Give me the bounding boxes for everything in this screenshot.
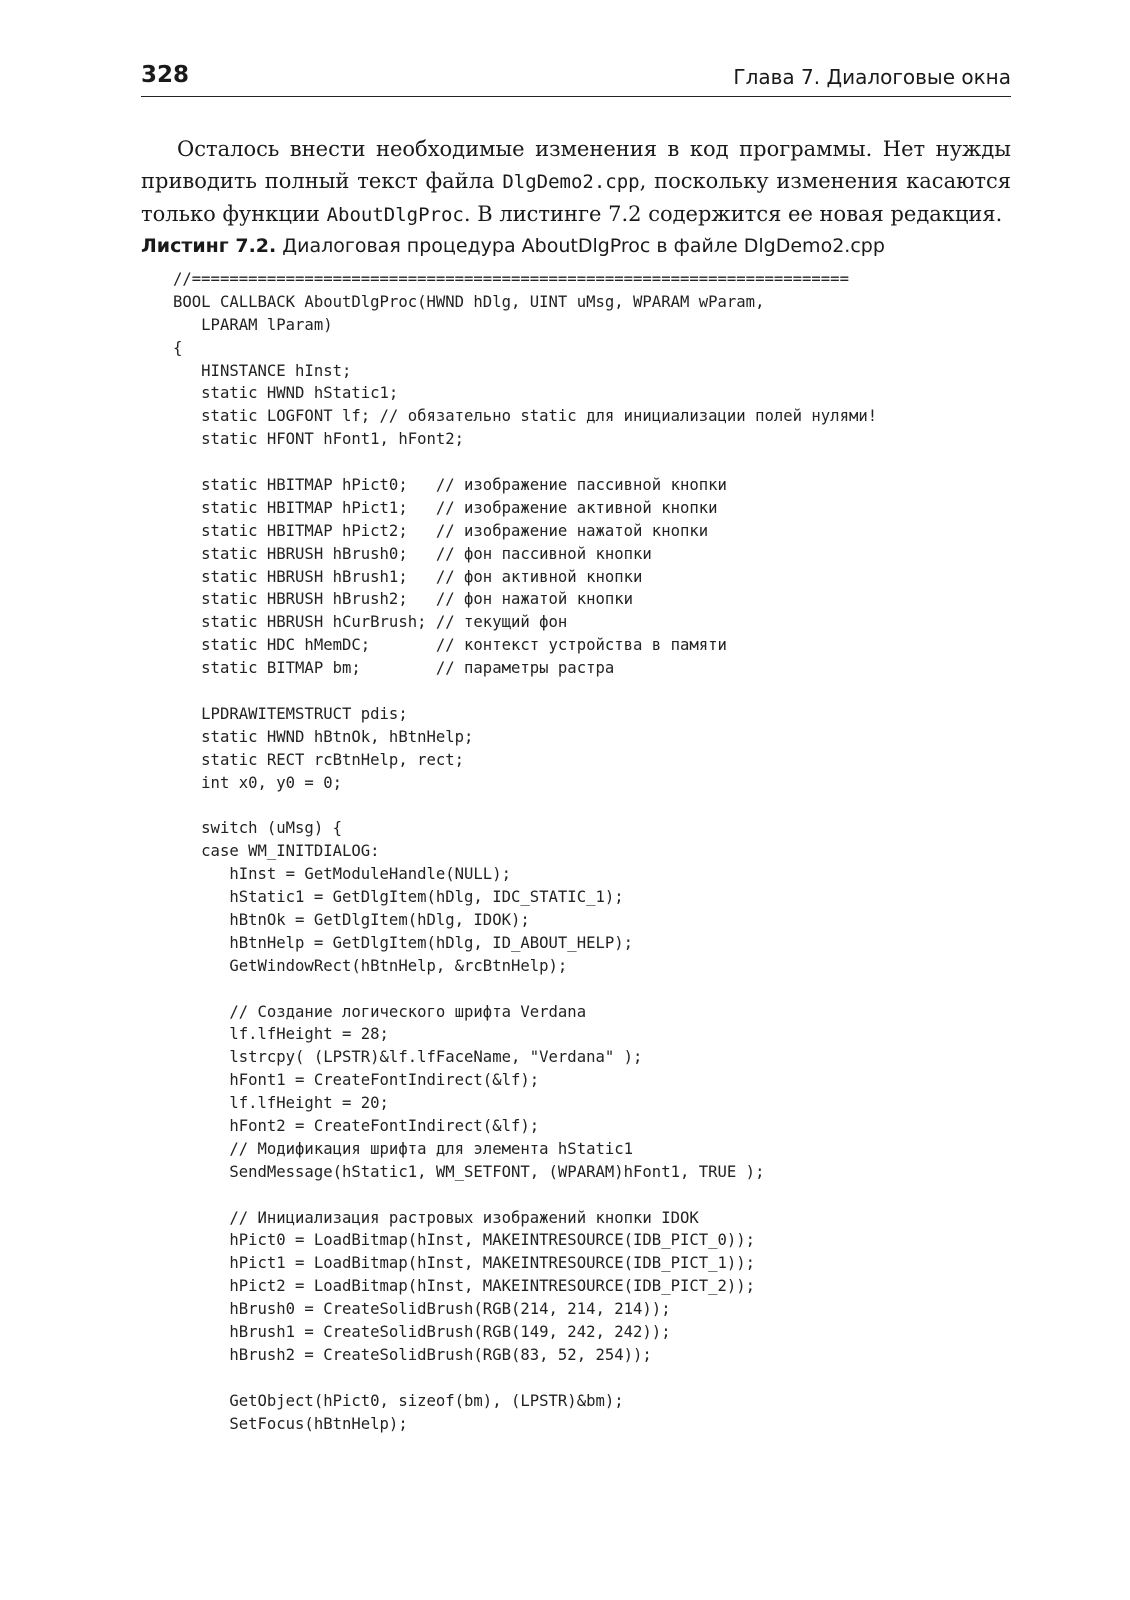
intro-text-3: . В листинге 7.2 содержится ее новая редакция. bbox=[463, 202, 1003, 226]
code-line: // Модификация шрифта для элемента hStatic1 bbox=[173, 1139, 634, 1158]
code-line: hStatic1 = GetDlgItem(hDlg, IDC_STATIC_1); bbox=[173, 888, 624, 907]
code-line: { bbox=[173, 338, 183, 357]
code-line: static HWND hBtnOk, hBtnHelp; bbox=[173, 727, 474, 746]
code-line: static HBITMAP hPict1; // изображение активной кнопки bbox=[173, 498, 718, 517]
listing-caption-label: Листинг 7.2. bbox=[141, 235, 277, 257]
code-line: hInst = GetModuleHandle(NULL); bbox=[173, 865, 511, 884]
page-header bbox=[141, 62, 1011, 97]
code-line: SetFocus(hBtnHelp); bbox=[173, 1414, 408, 1433]
code-line: hBrush2 = CreateSolidBrush(RGB(83, 52, 254)); bbox=[173, 1345, 652, 1364]
intro-text-1: Осталось внести необходимые изменения в код программы. Нет нужды приводить полный текст файла bbox=[141, 137, 1011, 193]
code-line: hBrush1 = CreateSolidBrush(RGB(149, 242, 242)); bbox=[173, 1322, 671, 1341]
listing-caption bbox=[141, 235, 1021, 257]
code-line: hBtnHelp = GetDlgItem(hDlg, ID_ABOUT_HELP); bbox=[173, 933, 634, 952]
code-line: static HFONT hFont1, hFont2; bbox=[173, 430, 465, 449]
code-line: lstrcpy( (LPSTR)&lf.lfFaceName, "Verdana" ); bbox=[173, 1048, 643, 1067]
code-line: static BITMAP bm; // параметры растра bbox=[173, 659, 615, 678]
code-line: int x0, y0 = 0; bbox=[173, 773, 342, 792]
code-line bbox=[173, 978, 877, 1001]
code-listing bbox=[173, 268, 877, 1435]
code-line bbox=[173, 794, 877, 817]
code-line: static HBITMAP hPict2; // изображение нажатой кнопки bbox=[173, 521, 709, 540]
code-line: lf.lfHeight = 20; bbox=[173, 1094, 389, 1113]
code-line: hFont2 = CreateFontIndirect(&lf); bbox=[173, 1116, 540, 1135]
intro-paragraph bbox=[141, 133, 1011, 231]
code-line: GetObject(hPict0, sizeof(bm), (LPSTR)&bm); bbox=[173, 1391, 624, 1410]
code-line: static HBRUSH hCurBrush; // текущий фон bbox=[173, 613, 568, 632]
code-line bbox=[173, 1367, 877, 1390]
code-line: case WM_INITDIALOG: bbox=[173, 842, 380, 861]
code-line: static HBRUSH hBrush2; // фон нажатой кнопки bbox=[173, 590, 634, 609]
listing-caption-text: Диалоговая процедура AboutDlgProc в файле DlgDemo2.cpp bbox=[276, 235, 885, 257]
code-line: static LOGFONT lf; // обязательно static для инициализации полей нулями! bbox=[173, 407, 878, 426]
code-line: BOOL CALLBACK AboutDlgProc(HWND hDlg, UINT uMsg, WPARAM wParam, bbox=[173, 292, 765, 311]
code-line: static HWND hStatic1; bbox=[173, 384, 399, 403]
code-line bbox=[173, 1184, 877, 1207]
inline-function-name: AboutDlgProc bbox=[326, 204, 464, 226]
code-line: HINSTANCE hInst; bbox=[173, 361, 352, 380]
code-line: hPict1 = LoadBitmap(hInst, MAKEINTRESOURCE(IDB_PICT_1)); bbox=[173, 1254, 756, 1273]
code-line: static HBRUSH hBrush1; // фон активной кнопки bbox=[173, 567, 643, 586]
code-line: LPARAM lParam) bbox=[173, 315, 333, 334]
code-line bbox=[173, 680, 877, 703]
code-line: SendMessage(hStatic1, WM_SETFONT, (WPARAM)hFont1, TRUE ); bbox=[173, 1162, 765, 1181]
code-line: hBrush0 = CreateSolidBrush(RGB(214, 214, 214)); bbox=[173, 1300, 671, 1319]
chapter-title: Глава 7. Диалоговые окна bbox=[733, 65, 1011, 89]
code-line bbox=[173, 451, 877, 474]
code-line: static HBITMAP hPict0; // изображение пассивной кнопки bbox=[173, 476, 727, 495]
code-line: GetWindowRect(hBtnHelp, &rcBtnHelp); bbox=[173, 956, 568, 975]
inline-file-name: DlgDemo2.cpp bbox=[502, 171, 640, 193]
code-line: static HDC hMemDC; // контекст устройства в памяти bbox=[173, 636, 727, 655]
code-line: hFont1 = CreateFontIndirect(&lf); bbox=[173, 1071, 540, 1090]
page-number: 328 bbox=[141, 62, 190, 88]
code-line: hPict2 = LoadBitmap(hInst, MAKEINTRESOURCE(IDB_PICT_2)); bbox=[173, 1277, 756, 1296]
code-line: LPDRAWITEMSTRUCT pdis; bbox=[173, 704, 408, 723]
code-line: // Инициализация растровых изображений кнопки IDOK bbox=[173, 1208, 699, 1227]
intro-text-2: , поскольку изменения касаются только функции bbox=[141, 169, 1011, 226]
code-line: switch (uMsg) { bbox=[173, 819, 342, 838]
code-line: hPict0 = LoadBitmap(hInst, MAKEINTRESOURCE(IDB_PICT_0)); bbox=[173, 1231, 756, 1250]
code-line: //====================================================================== bbox=[173, 270, 849, 288]
code-line: hBtnOk = GetDlgItem(hDlg, IDOK); bbox=[173, 910, 530, 929]
code-line: lf.lfHeight = 28; bbox=[173, 1025, 389, 1044]
code-line: static HBRUSH hBrush0; // фон пассивной кнопки bbox=[173, 544, 652, 563]
code-line: static RECT rcBtnHelp, rect; bbox=[173, 750, 465, 769]
code-line: // Создание логического шрифта Verdana bbox=[173, 1002, 587, 1021]
